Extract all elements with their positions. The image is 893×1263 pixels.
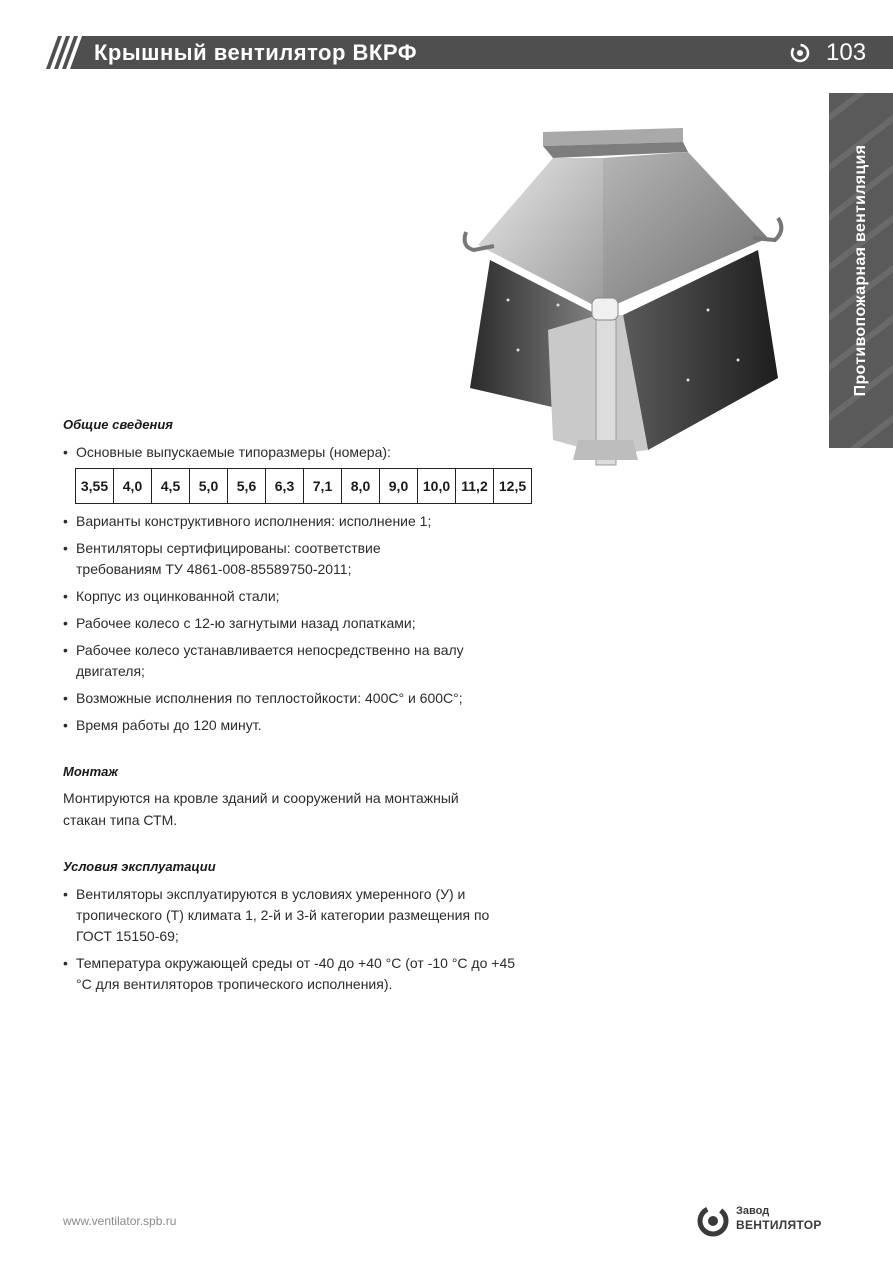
footer-logo bbox=[696, 1205, 836, 1237]
table-cell: 11,2 bbox=[456, 469, 494, 504]
list-item: • Возможные исполнения по теплостойкости: 400С° и 600С°; bbox=[63, 688, 533, 709]
footer-url: www.ventilator.spb.ru bbox=[63, 1214, 177, 1228]
conditions-list bbox=[63, 884, 528, 1001]
list-item: • Рабочее колесо с 12-ю загнутыми назад лопатками; bbox=[63, 613, 533, 634]
section-side-tab bbox=[829, 93, 893, 448]
sizes-table bbox=[75, 468, 532, 504]
list-item: • Основные выпускаемые типоразмеры (номера): bbox=[63, 442, 533, 463]
general-heading: Общие сведения bbox=[63, 417, 173, 432]
header-stripes-decoration bbox=[46, 36, 90, 69]
roof-fan-image bbox=[458, 120, 798, 475]
page-title: Крышный вентилятор ВКРФ bbox=[94, 40, 418, 65]
table-cell: 9,0 bbox=[380, 469, 418, 504]
list-item: • Температура окружающей среды от -40 до +40 °С (от -10 °С до +45 °С для вентиляторов тропического исполнения). bbox=[63, 953, 528, 995]
table-cell: 7,1 bbox=[304, 469, 342, 504]
footer-logo-line2: ВЕНТИЛЯТОР bbox=[736, 1218, 822, 1232]
table-cell: 8,0 bbox=[342, 469, 380, 504]
footer-logo-line1: Завод bbox=[736, 1205, 770, 1217]
side-tab-label: Противопожарная вентиляция bbox=[852, 144, 869, 397]
list-item: • Рабочее колесо устанавливается непосредственно на валу двигателя; bbox=[63, 640, 501, 682]
list-item: • Варианты конструктивного исполнения: исполнение 1; bbox=[63, 511, 533, 532]
general-list bbox=[63, 511, 533, 742]
swirl-logo-icon bbox=[696, 1205, 730, 1237]
mounting-heading: Монтаж bbox=[63, 764, 118, 779]
table-cell: 10,0 bbox=[418, 469, 456, 504]
table-row bbox=[76, 469, 532, 504]
page-number: 103 bbox=[826, 39, 867, 66]
conditions-heading: Условия эксплуатации bbox=[63, 859, 216, 874]
table-cell: 4,5 bbox=[152, 469, 190, 504]
general-intro-list bbox=[63, 442, 533, 469]
list-item: • Время работы до 120 минут. bbox=[63, 715, 533, 736]
table-cell: 12,5 bbox=[494, 469, 532, 504]
list-item: • Вентиляторы сертифицированы: соответствие требованиям ТУ 4861-008-85589750-2011; bbox=[63, 538, 421, 580]
mounting-text: Монтируются на кровле зданий и сооружений на монтажный стакан типа СТМ. bbox=[63, 790, 459, 828]
table-cell: 3,55 bbox=[76, 469, 114, 504]
list-item: • Корпус из оцинкованной стали; bbox=[63, 586, 533, 607]
swirl-logo-icon bbox=[790, 43, 810, 63]
list-item: • Вентиляторы эксплуатируются в условиях умеренного (У) и тропического (Т) климата 1, 2-й и 3-й категории размещения по ГОСТ 15150-69; bbox=[63, 884, 528, 947]
table-cell: 4,0 bbox=[114, 469, 152, 504]
table-cell: 5,6 bbox=[228, 469, 266, 504]
table-cell: 5,0 bbox=[190, 469, 228, 504]
table-cell: 6,3 bbox=[266, 469, 304, 504]
